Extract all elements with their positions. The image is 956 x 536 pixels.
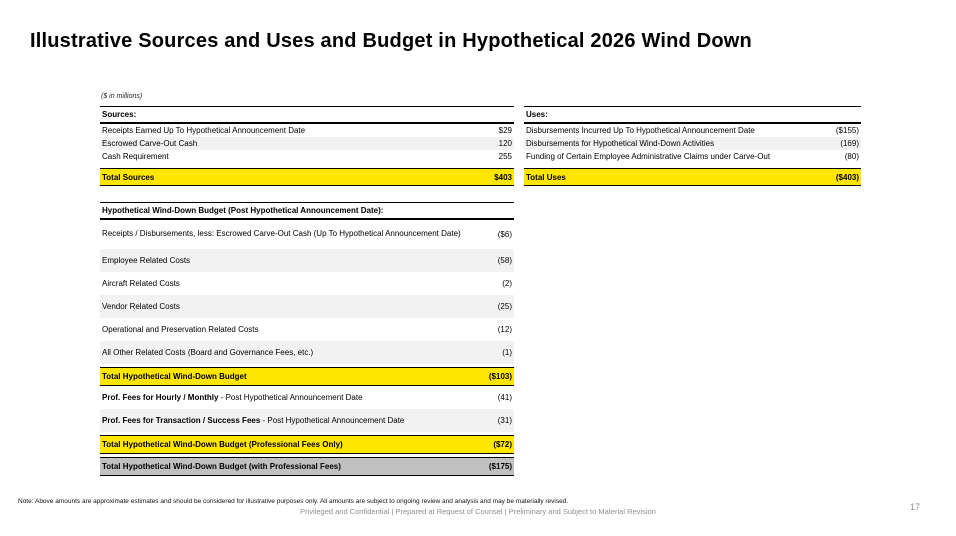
uses-header-label: Uses: xyxy=(526,110,548,119)
footnote: Note: Above amounts are approximate estimates and should be considered for illustrative purposes only. All amounts are subject to ongoing review and analysis and may be materially revised. xyxy=(18,498,569,505)
row-label: Disbursements for Hypothetical Wind-Down Activities xyxy=(526,139,715,148)
sources-table-header xyxy=(100,106,514,124)
table-row xyxy=(100,367,514,386)
table-row xyxy=(100,457,514,476)
row-label: Funding of Certain Employee Administrative Claims under Carve-Out xyxy=(526,152,771,161)
row-value: ($175) xyxy=(488,462,512,471)
row-value: (31) xyxy=(497,416,512,425)
uses-total-row xyxy=(524,168,861,186)
row-value: 120 xyxy=(498,139,512,148)
row-value: $403 xyxy=(494,172,512,182)
row-value: ($103) xyxy=(488,372,512,381)
table-row xyxy=(524,150,861,163)
row-value: ($72) xyxy=(493,440,512,449)
row-label: Total Uses xyxy=(526,172,566,182)
row-value: ($403) xyxy=(835,172,859,182)
row-label: All Other Related Costs (Board and Governance Fees, etc.) xyxy=(102,348,314,357)
sources-table xyxy=(100,106,514,186)
table-row xyxy=(100,341,514,364)
table-row xyxy=(524,137,861,150)
uses-table xyxy=(524,106,861,186)
table-row xyxy=(100,272,514,295)
table-row xyxy=(100,409,514,432)
row-label: Cash Requirement xyxy=(102,152,169,161)
row-value: (1) xyxy=(502,348,512,357)
table-row xyxy=(100,386,514,409)
row-value: ($155) xyxy=(835,126,859,135)
page-number: 17 xyxy=(909,502,920,512)
table-row xyxy=(100,150,514,163)
row-value: (58) xyxy=(497,256,512,265)
table-row xyxy=(100,137,514,150)
row-value: (25) xyxy=(497,302,512,311)
row-value: (41) xyxy=(497,393,512,402)
sources-header-label: Sources: xyxy=(102,110,137,119)
row-label: Operational and Preservation Related Costs xyxy=(102,325,259,334)
row-value: (80) xyxy=(844,152,859,161)
budget-table-header xyxy=(100,202,514,220)
row-value: 255 xyxy=(498,152,512,161)
budget-rows xyxy=(100,220,514,476)
page-title: Illustrative Sources and Uses and Budget in Hypothetical 2026 Wind Down xyxy=(30,30,752,52)
table-row xyxy=(100,220,514,249)
table-row xyxy=(100,318,514,341)
uses-table-header xyxy=(524,106,861,124)
row-value: (2) xyxy=(502,279,512,288)
sources-uses-section xyxy=(100,106,861,186)
budget-header-label: Hypothetical Wind-Down Budget (Post Hypothetical Announcement Date): xyxy=(102,206,384,215)
confidentiality-footer: Privileged and Confidential | Prepared at Request of Counsel | Preliminary and Subject to Material Revision xyxy=(300,507,656,516)
row-value: $29 xyxy=(498,126,512,135)
row-label: Total Hypothetical Wind-Down Budget (Professional Fees Only) xyxy=(102,440,343,449)
row-value: ($6) xyxy=(497,230,512,239)
table-row xyxy=(100,295,514,318)
table-row xyxy=(100,435,514,454)
row-label: Employee Related Costs xyxy=(102,256,191,265)
row-value: (12) xyxy=(497,325,512,334)
row-label: Disbursements Incurred Up To Hypothetical Announcement Date xyxy=(526,126,755,135)
row-value: (169) xyxy=(840,139,859,148)
row-label: Prof. Fees for Hourly / Monthly - Post Hypothetical Announcement Date xyxy=(102,393,363,402)
row-label: Vendor Related Costs xyxy=(102,302,180,311)
row-label: Receipts Earned Up To Hypothetical Announcement Date xyxy=(102,126,306,135)
budget-table xyxy=(100,202,514,476)
row-label: Total Sources xyxy=(102,172,155,182)
row-label: Receipts / Disbursements, less: Escrowed Carve-Out Cash (Up To Hypothetical Announcement Date) xyxy=(102,229,461,239)
row-label: Prof. Fees for Transaction / Success Fees - Post Hypothetical Announcement Date xyxy=(102,416,405,425)
row-label: Total Hypothetical Wind-Down Budget (with Professional Fees) xyxy=(102,462,341,471)
sources-rows xyxy=(100,124,514,163)
table-row xyxy=(100,249,514,272)
units-note: ($ in millions) xyxy=(101,93,143,100)
row-label: Escrowed Carve-Out Cash xyxy=(102,139,198,148)
row-label: Total Hypothetical Wind-Down Budget xyxy=(102,372,247,381)
row-label: Aircraft Related Costs xyxy=(102,279,180,288)
sources-total-row xyxy=(100,168,514,186)
table-row xyxy=(100,124,514,137)
uses-rows xyxy=(524,124,861,163)
table-row xyxy=(524,124,861,137)
